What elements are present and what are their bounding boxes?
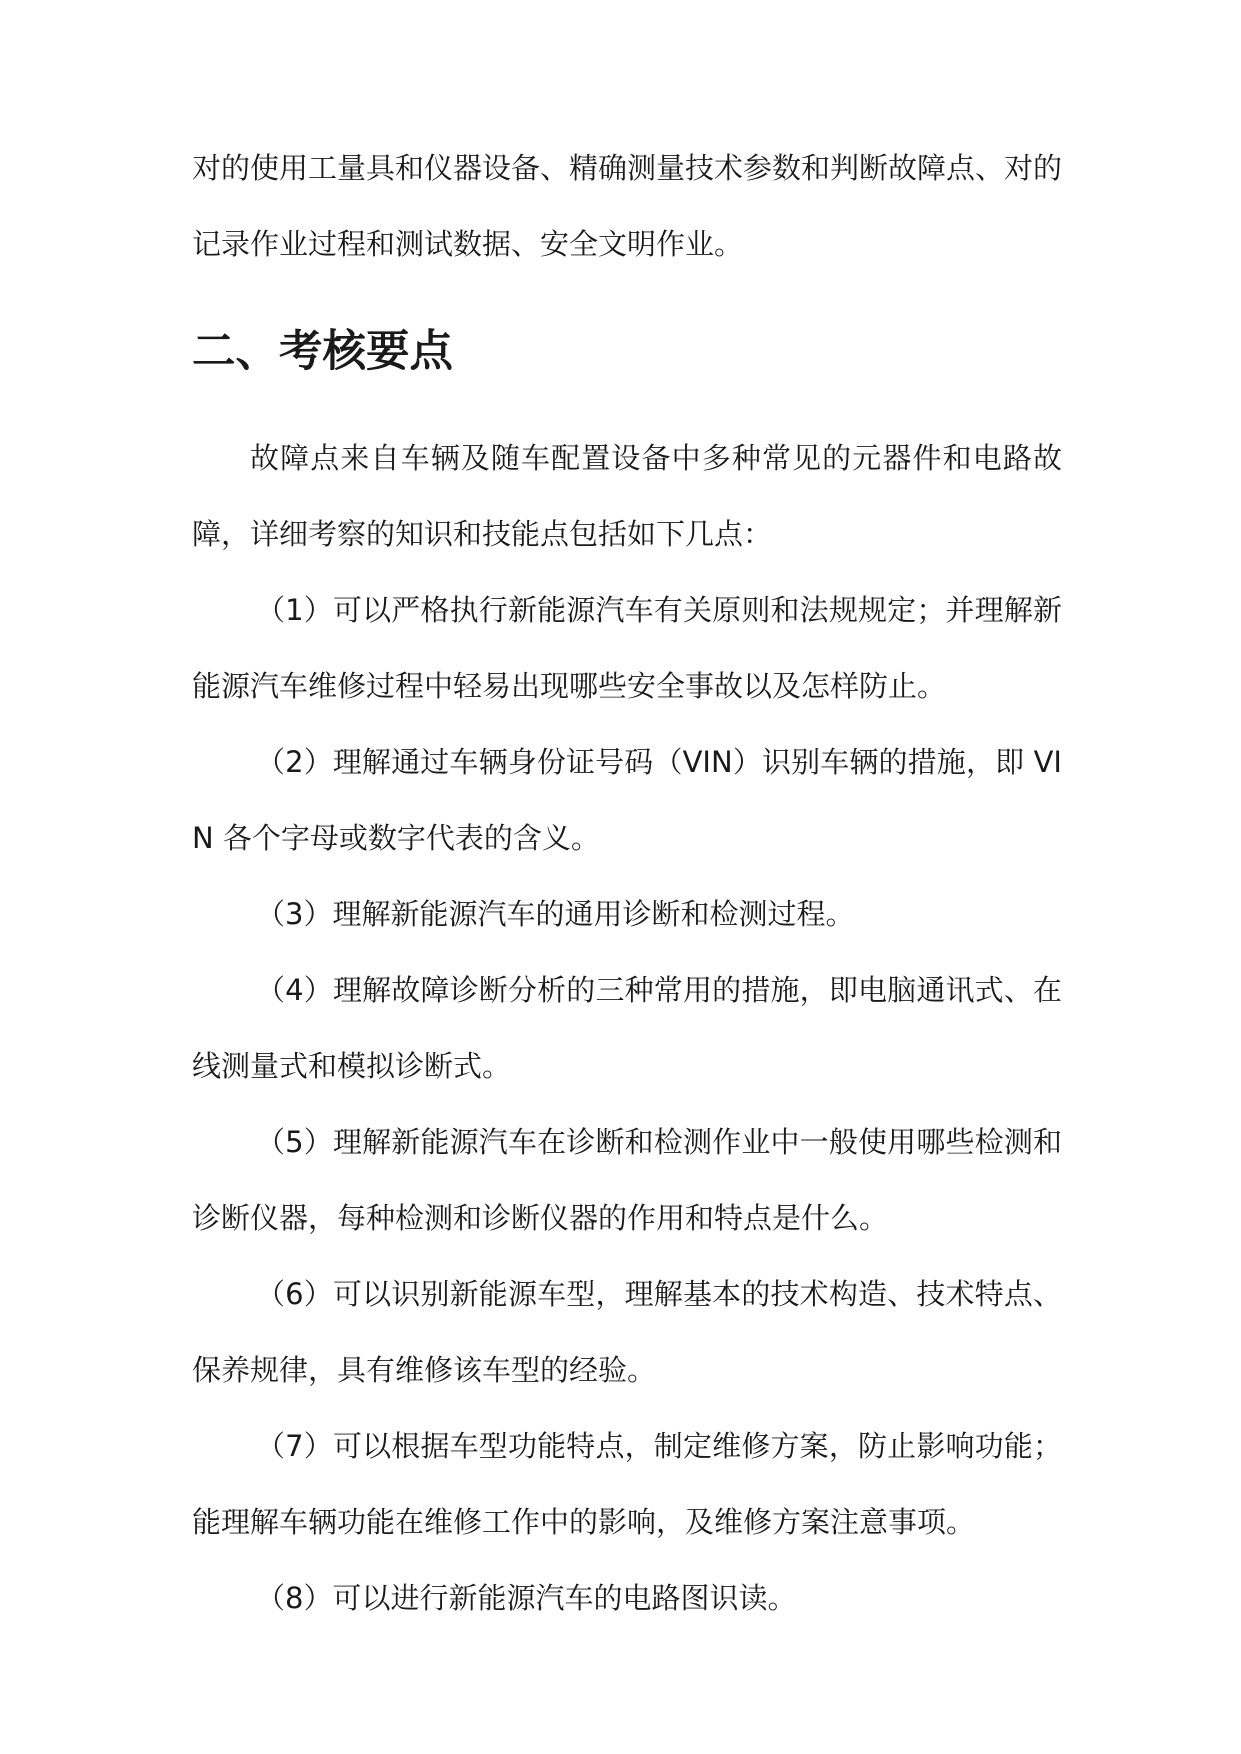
intro-line-1: 对的使用工量具和仪器设备、精确测量技术参数和判断故障点、对的	[192, 151, 1063, 185]
intro-line-2: 记录作业过程和测试数据、安全文明作业。	[192, 227, 744, 261]
section-heading: 二、考核要点	[192, 327, 453, 377]
list-item-2: （2）理解通过车辆身份证号码（VIN）识别车辆的措施，即 VIN 各个字母或数字代表的含义。	[192, 745, 1062, 855]
list-item-7: （7）可以根据车型功能特点，制定维修方案，防止影响功能；能理解车辆功能在维修工作中的影响，及维修方案注意事项。	[192, 1429, 1062, 1539]
list-item-8: （8）可以进行新能源汽车的电路图识读。	[256, 1581, 797, 1615]
list-item-5: （5）理解新能源汽车在诊断和检测作业中一般使用哪些检测和诊断仪器，每种检测和诊断仪器的作用和特点是什么。	[192, 1125, 1062, 1235]
list-item-4: （4）理解故障诊断分析的三种常用的措施，即电脑通讯式、在线测量式和模拟诊断式。	[192, 973, 1062, 1083]
lead-paragraph: 故障点来自车辆及随车配置设备中多种常见的元器件和电路故障，详细考察的知识和技能点包括如下几点：	[192, 441, 1062, 551]
list-item-3: （3）理解新能源汽车的通用诊断和检测过程。	[256, 897, 855, 931]
list-item-1: （1）可以严格执行新能源汽车有关原则和法规规定；并理解新能源汽车维修过程中轻易出现哪些安全事故以及怎样防止。	[192, 593, 1062, 703]
document-body	[192, 130, 1062, 1636]
list-item-6: （6）可以识别新能源车型，理解基本的技术构造、技术特点、保养规律，具有维修该车型的经验。	[192, 1277, 1062, 1387]
intro-paragraph	[192, 130, 1062, 282]
